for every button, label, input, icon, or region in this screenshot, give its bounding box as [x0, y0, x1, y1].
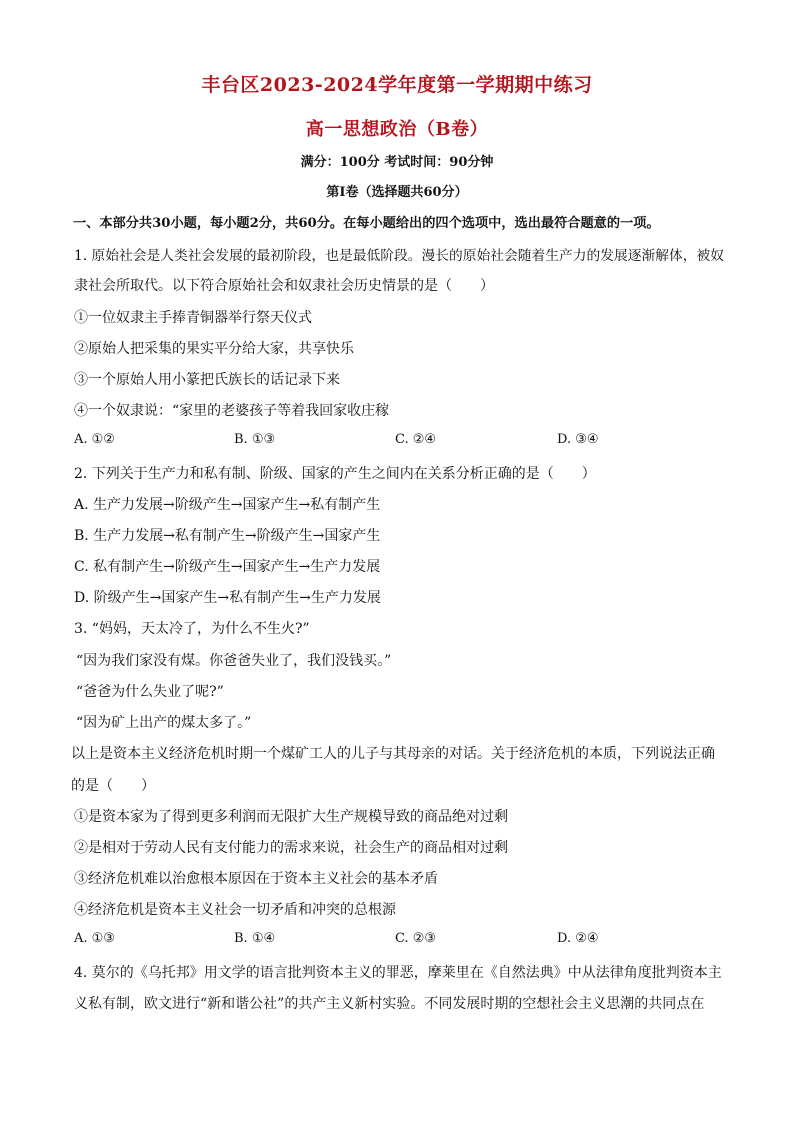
exam-subtitle: 高一思想政治（B卷）	[305, 119, 489, 140]
option-c: C. ②④	[395, 432, 437, 447]
option-d: D. 阶级产生→国家产生→私有制产生→生产力发展	[74, 590, 381, 606]
option-c: C. 私有制产生→阶级产生→国家产生→生产力发展	[74, 559, 381, 575]
statement-item: ②原始人把采集的果实平分给大家，共享快乐	[74, 341, 354, 357]
statement-item: ②是相对于劳动人民有支付能力的需求来说，社会生产的商品相对过剩	[74, 840, 508, 856]
question-stem: 1. 原始社会是人类社会发展的最初阶段，也是最低阶段。漫长的原始社会随着生产力的发展逐渐解体，被奴	[74, 248, 724, 264]
question-stem: 以上是资本主义经济危机时期一个煤矿工人的儿子与其母亲的对话。关于经济危机的本质，下列说法正确	[71, 746, 715, 762]
statement-item: ④经济危机是资本主义社会一切矛盾和冲突的总根源	[74, 902, 396, 918]
question-stem: 隶社会所取代。以下符合原始社会和奴隶社会历史情景的是（ ）	[74, 278, 494, 294]
dialogue-line: “因为我们家没有煤。你爸爸失业了，我们没钱买。”	[76, 653, 392, 669]
option-b: B. 生产力发展→私有制产生→阶级产生→国家产生	[74, 528, 381, 544]
option-d: D. ②④	[557, 931, 599, 946]
statement-item: ③经济危机难以治愈根本原因在于资本主义社会的基本矛盾	[74, 871, 438, 887]
option-a: A. ①③	[74, 931, 115, 946]
option-a: A. ①②	[74, 432, 115, 447]
statement-item: ①一位奴隶主手捧青铜器举行祭天仪式	[74, 310, 312, 326]
question-stem: 义私有制，欧文进行“新和谐公社”的共产主义新村实验。不同发展时期的空想社会主义思潮的共同点在	[74, 996, 705, 1012]
dialogue-line: 3. “妈妈，天太冷了，为什么不生火?”	[74, 621, 310, 637]
option-b: B. ①④	[234, 931, 276, 946]
option-c: C. ②③	[395, 931, 437, 946]
dialogue-line: “爸爸为什么失业了呢?”	[76, 684, 224, 700]
option-b: B. ①③	[234, 432, 276, 447]
question-stem: 2. 下列关于生产力和私有制、阶级、国家的产生之间内在关系分析正确的是（ ）	[74, 466, 596, 482]
question-stem: 4. 莫尔的《乌托邦》用文学的语言批判资本主义的罪恶，摩莱里在《自然法典》中从法律角度批判资本主	[74, 965, 722, 981]
statement-item: ④一个奴隶说：“家里的老婆孩子等着我回家收庄稼	[74, 403, 390, 419]
exam-meta: 满分：100分 考试时间：90分钟	[300, 155, 494, 170]
dialogue-line: “因为矿上出产的煤太多了。”	[76, 715, 252, 731]
section-instruction: 一、本部分共30小题，每小题2分，共60分。在每小题给出的四个选项中，选出最符合题意的一项。	[73, 216, 660, 231]
option-d: D. ③④	[557, 432, 599, 447]
option-a: A. 生产力发展→阶级产生→国家产生→私有制产生	[74, 497, 381, 513]
statement-item: ①是资本家为了得到更多利润而无限扩大生产规模导致的商品绝对过剩	[74, 809, 508, 825]
exam-title: 丰台区2023-2024学年度第一学期期中练习	[201, 74, 593, 96]
statement-item: ③一个原始人用小篆把氏族长的话记录下来	[74, 372, 340, 388]
section-heading: 第I卷（选择题共60分）	[326, 185, 468, 200]
question-stem: 的是（ ）	[71, 778, 155, 794]
